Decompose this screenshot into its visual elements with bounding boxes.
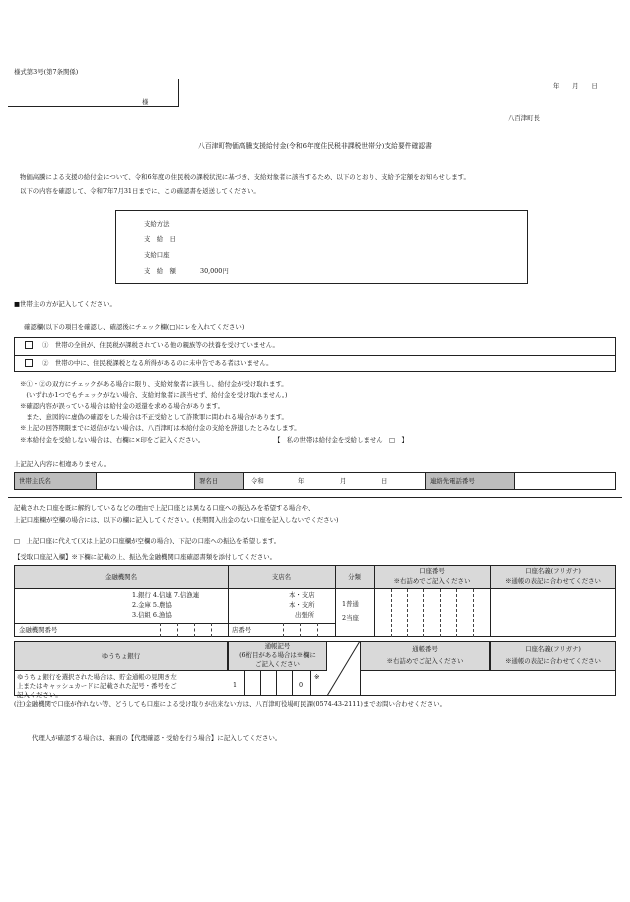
name-label: 世帯主氏名 xyxy=(19,477,51,485)
diagonal-slash-icon xyxy=(327,641,360,696)
agree-line: 上記記入内容に相違ありません。 xyxy=(14,460,111,468)
account-number-note: ※右詰めでご記入ください xyxy=(393,577,471,585)
footnote: (注)金融機関で口座が作れない等、どうしても口座による受け取りが出来ない方は、八百津町役場町民課(0574-43-2111)までお問い合わせください。 xyxy=(14,700,446,708)
page-title: 八百津町物価高騰支援給付金(令和6年度住民税非課税世帯分)支給要件確認書 xyxy=(198,142,432,150)
issuer: 八百津町長 xyxy=(508,114,540,122)
bank-type-2[interactable]: 2.金庫 5.農協 xyxy=(132,601,172,609)
note-5: ※上記の回答期限までに返信がない場合は、八百津町は本給付金の支給を辞退したとみなします。 xyxy=(20,424,301,432)
check-row-1[interactable] xyxy=(24,341,279,349)
note-4: また、意図的に虚偽の確認をした場合は不正受給として詐欺罪に問われる場合があります。 xyxy=(20,413,288,421)
yucho-holder-header: 口座名義(フリガナ) xyxy=(525,645,581,653)
year-label: 年 xyxy=(298,477,305,485)
payment-amount-value: 30,000円 xyxy=(200,267,229,275)
check-box-1[interactable] xyxy=(25,341,33,349)
yucho-holder-input[interactable] xyxy=(492,672,614,694)
yucho-symbol-note-1: (6桁目がある場合は※欄に xyxy=(239,651,316,659)
check-label-2: ② 世帯の中に、住民税課税となる所得があるのに未申告である者はいません。 xyxy=(42,359,273,367)
householder-note: ■世帯主の方が記入してください。 xyxy=(14,300,116,308)
type-header: 分類 xyxy=(348,573,361,581)
type-option-2[interactable]: 2当座 xyxy=(342,614,359,622)
yucho-holder-note: ※通帳の表記に合わせてください xyxy=(505,657,601,665)
bank-name-header: 金融機関名 xyxy=(105,573,137,581)
branch-type-2[interactable]: 本・支所 xyxy=(289,601,315,609)
phone-input[interactable] xyxy=(518,474,614,488)
holder-header: 口座名義(フリガナ) xyxy=(525,567,581,575)
form-number: 様式第3号(第7条関係) xyxy=(14,68,79,76)
payment-date-label: 支 給 日 xyxy=(144,235,176,243)
account-instruction: 【受取口座記入欄】※下欄に記載の上、振込先金融機関口座確認書類を添付してください。 xyxy=(14,553,277,561)
account-change-line-2: 上記口座欄が空欄の場合には、以下の欄に記入してください。(長期間入出金のない口座を記入しないでください) xyxy=(14,516,339,524)
proxy-note: 代理人が確認する場合は、裏面の【代理確認・受給を行う場合】に記入してください。 xyxy=(32,734,282,742)
intro-line-1: 物価高騰による支援の給付金について、令和6年度の住民税の課税状況に基づき、支給対象者に該当するため、以下のとおり、支給予定額をお知らせします。 xyxy=(20,173,470,181)
confirm-intro: 確認欄(以下の項目を確認し、確認後にチェック欄(□)にレを入れてください) xyxy=(24,323,245,331)
account-number-header: 口座番号 xyxy=(419,567,445,575)
householder-name-input[interactable] xyxy=(100,474,192,488)
bank-type-3[interactable]: 3.信組 6.漁協 xyxy=(132,611,172,619)
bank-type-1[interactable]: 1.銀行 4.信連 7.信漁連 xyxy=(132,591,200,599)
yucho-name: ゆうちょ銀行 xyxy=(101,652,141,660)
addressee-line[interactable] xyxy=(8,106,179,107)
type-option-1[interactable]: 1普通 xyxy=(342,600,359,608)
sign-date-label: 署名日 xyxy=(199,477,219,485)
yucho-symbol-note-2: ご記入ください xyxy=(255,660,300,668)
yucho-number-input[interactable] xyxy=(362,672,488,694)
bank-code-label: 金融機関番号 xyxy=(19,626,58,634)
account-change-option[interactable]: □ 上記口座に代えて(又は上記の口座欄が空欄の場合)、下記の口座への振込を希望します。 xyxy=(14,537,281,545)
payment-method-label: 支給方法 xyxy=(144,220,170,228)
yucho-number-header: 通帳番号 xyxy=(412,645,438,653)
yucho-star: ※ xyxy=(314,673,320,681)
note-3: ※確認内容が誤っている場合は給付金の返還を求める場合があります。 xyxy=(20,402,224,410)
decline-checkbox[interactable]: 【 私の世帯は給付金を受給しません □ 】 xyxy=(274,436,408,444)
address-bracket xyxy=(178,79,179,106)
section-divider xyxy=(8,497,622,498)
yucho-desc-3: 記入ください。 xyxy=(17,691,62,699)
honorific: 様 xyxy=(142,98,149,106)
yucho-first-digit: 1 xyxy=(233,681,238,689)
payment-account-label: 支給口座 xyxy=(144,251,170,259)
check-label-1: ① 世帯の全員が、住民税が課税されている他の親族等の扶養を受けていません。 xyxy=(42,341,279,349)
yucho-zero-digit: 0 xyxy=(299,681,304,689)
month-label: 月 xyxy=(340,477,347,485)
era-label: 令和 xyxy=(251,477,264,485)
check-row-2[interactable] xyxy=(24,359,273,367)
intro-line-2: 以下の内容を確認して、令和7年7月31日までに、この確認書を返送してください。 xyxy=(20,187,260,195)
decline-note: ※本給付金を受給しない場合は、右欄に×印をご記入ください。 xyxy=(20,436,205,444)
note-2: (いずれか1つでもチェックがない場合、支給対象者に該当せず、給付金を受け取れません。) xyxy=(20,391,288,399)
yucho-desc-2: 上またはキャッシュカードに記載された記号・番号をご xyxy=(17,682,177,690)
note-1: ※①・②の双方にチェックがある場合に限り、支給対象者に該当し、給付金が受け取れます。 xyxy=(20,380,288,388)
yucho-desc-1: ゆうちょ銀行を選択された場合は、貯金通帳の見開き左 xyxy=(17,673,177,681)
branch-name-header: 支店名 xyxy=(271,573,292,581)
check-box-2[interactable] xyxy=(25,359,33,367)
holder-note: ※通帳の表記に合わせてください xyxy=(505,577,601,585)
branch-code-label: 店番号 xyxy=(232,626,252,634)
phone-label: 連絡先電話番号 xyxy=(430,477,475,485)
yucho-symbol-header: 通帳記号 xyxy=(264,642,291,650)
yucho-number-note: ※右詰めでご記入ください xyxy=(386,657,464,665)
day-label: 日 xyxy=(381,477,388,485)
payment-info-box xyxy=(115,210,528,284)
payment-amount-label: 支 給 額 xyxy=(144,267,176,275)
branch-type-3[interactable]: 出張所 xyxy=(295,611,315,619)
branch-type-1[interactable]: 本・支店 xyxy=(289,591,315,599)
account-change-line-1: 記載された口座を既に解約しているなどの理由で上記口座とは異なる口座への振込みを希望する場合や、 xyxy=(14,504,315,512)
date-field[interactable]: 年 月 日 xyxy=(553,82,598,90)
